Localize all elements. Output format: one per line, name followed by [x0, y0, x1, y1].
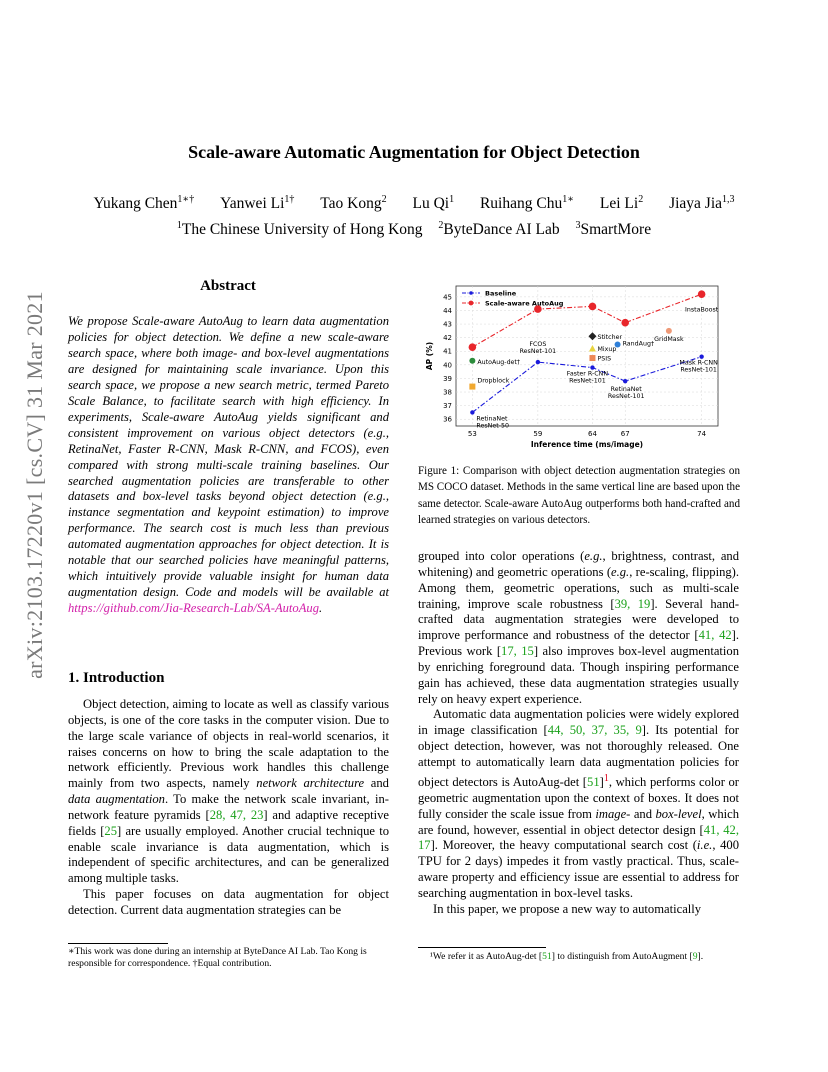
author: Jiaya Jia$^{1,3}$	[669, 194, 735, 213]
detector-label: Mask R-CNN	[679, 359, 718, 367]
legend-marker	[469, 301, 474, 306]
method-label: Stitcher	[597, 333, 623, 341]
method-marker	[615, 341, 621, 347]
citation[interactable]: 51	[542, 951, 552, 962]
method-marker	[666, 328, 672, 334]
citation[interactable]: 51	[587, 775, 600, 789]
legend-label: Baseline	[485, 289, 517, 298]
author: Lu Qi$^1$	[412, 194, 455, 213]
y-tick-label: 42	[443, 334, 452, 343]
y-tick-label: 43	[443, 320, 452, 329]
x-axis-label: Inference time (ms/image)	[530, 440, 644, 449]
detector-label: RetinaNet	[476, 415, 508, 423]
citation[interactable]: 9	[692, 951, 698, 962]
method-label: PSIS	[597, 355, 612, 363]
affiliation: $^2$ByteDance AI Lab	[438, 220, 560, 239]
scale-aware-autoaug-point	[469, 343, 477, 351]
footnote-marker[interactable]: 1	[603, 772, 609, 784]
figure-caption: Figure 1: Comparison with object detection augmentation strategies on MS COCO dataset. Methods in the same vertical line are based upon the same detector. Scale-aware AutoAug outperforms both hand-crafted and learned strategies on various detectors.	[418, 465, 740, 527]
abstract-text: We propose Scale-aware AutoAug to learn data augmentation policies for object detection. We define a new scale-aware search space, where both image- and box-level augmentations are designed for maintaining scale invariance. Upon this search space, we propose a new search metric, termed Pareto Scale Balance, to facilitate search with high efficiency. In experiments, Scale-aware AutoAug yields significant and consistent improvement on various object detectors (e.g., RetinaNet, Faster R-CNN, Mask R-CNN, and FCOS), even compared with strong multi-scale training baselines. Our searched augmentation policies are transferable to other datasets and box-level tasks beyond object detection (e.g., instance segmentation and keypoint estimation) to improve performance. The search cost is much less than previous automated augmentation approaches for object detection. It is notable that our searched policies have meaningful patterns, which intuitively provide valuable insight for human data augmentation design. Code and models will be available at https://github.com/Jia-Research-Lab/SA-AutoAug.	[68, 314, 389, 616]
method-marker	[469, 358, 475, 364]
paragraph: Object detection, aiming to locate as well as classify various objects, is one of the core tasks in the computer vision. Due to the large scale variance of objects in real-world scenarios, it raises concerns on how to bring the scale adaptation to the network efficiently. Previous work handles this challenge mainly from two aspects, namely network architecture and data augmentation. To make the network scale invariant, in-network feature pyramids [28, 47, 23] and adaptive receptive fields [25] are usually employed. Another crucial technique to enable scale invariance is data augmentation, which is independent of specific architectures, and can be generalized among multiple tasks.	[68, 697, 390, 886]
y-axis-label: AP (%)	[425, 341, 434, 371]
y-tick-label: 41	[443, 347, 452, 356]
author-list	[0, 194, 828, 213]
x-tick-label: 67	[620, 430, 630, 438]
paragraph: Automatic data augmentation policies were widely explored in image classification [44, 50, 37, 35, 9]. Its potential for object detection, however, was not thoroughly released. One attempt to automatically learn data augmentation policies for object detectors is AutoAug-det $[51]^1$, which performs color or geometric augmentation upon the context of boxes. It does not fully consider the scale issue from image- and box-level, which are found, however, essential in object detector design [41, 42, 17]. Moreover, the heavy computational search cost (i.e., 400 TPU for 2 days) impedes it from vastly practical. Thus, scale-aware property and efficiency issue are essential to address for searching augmentation in box-level tasks.	[418, 707, 740, 900]
method-marker	[589, 355, 595, 361]
baseline-point	[699, 354, 703, 358]
abstract-heading: Abstract	[200, 278, 256, 294]
baseline-point	[590, 365, 594, 369]
citation[interactable]: 39, 19	[614, 596, 651, 611]
author: Yanwei $Li^{1\dagger}$	[220, 194, 295, 213]
detector-label: ResNet-101	[519, 348, 557, 356]
intro-right-column	[418, 549, 739, 918]
y-tick-label: 44	[443, 306, 452, 315]
method-label: Dropblock	[477, 377, 510, 385]
footnote-left: ∗This work was done during an internship at ByteDance AI Lab. Tao Kong is responsible for correspondence. †Equal contribution.	[68, 946, 367, 969]
baseline-point	[623, 379, 627, 383]
footnote-rule	[68, 943, 168, 944]
detector-label: ResNet-50	[476, 422, 509, 430]
legend-label: Scale-aware AutoAug	[485, 299, 564, 308]
footnote-rule	[418, 947, 546, 948]
detector-label: ResNet-101	[680, 366, 717, 374]
intro-left-column	[68, 697, 389, 919]
y-tick-label: 37	[443, 402, 452, 411]
section-heading-introduction: 1. Introduction	[68, 670, 165, 686]
code-link[interactable]: https://github.com/Jia-Research-Lab/SA-AutoAug	[68, 601, 320, 616]
x-tick-label: 74	[697, 430, 707, 438]
paragraph: In this paper, we propose a new way to automatically	[433, 901, 702, 916]
author: Lei Li$^2$	[599, 194, 644, 213]
footnote-right: ¹We refer it as AutoAug-det [51] to distinguish from AutoAugment [9].	[430, 951, 704, 962]
citation[interactable]: 44, 50, 37, 35, 9	[547, 723, 642, 738]
method-label: AutoAug-det†	[477, 358, 521, 366]
scale-aware-autoaug-point	[621, 319, 629, 327]
legend-marker	[469, 291, 473, 295]
method-marker	[469, 384, 475, 390]
x-tick-label: 53	[467, 430, 477, 438]
figure-1-chart	[418, 278, 740, 458]
paragraph: This paper focuses on data augmentation for object detection. Current data augmentation strategies can be	[68, 887, 389, 917]
detector-label: InstaBoost	[685, 306, 719, 314]
author: Yukang Chen$^{1∗\dagger}$	[93, 194, 195, 213]
y-tick-label: 45	[443, 293, 452, 302]
detector-label: ResNet-101	[569, 377, 606, 385]
affiliation-list	[0, 220, 828, 239]
author: Tao Kong$^2$	[320, 194, 387, 213]
detector-label: Faster R-CNN	[566, 370, 609, 378]
arxiv-stamp	[20, 285, 50, 685]
x-tick-label: 59	[533, 430, 543, 438]
detector-label: RetinaNet	[610, 386, 642, 394]
baseline-point	[536, 360, 540, 364]
x-tick-label: 64	[587, 430, 597, 438]
paragraph: grouped into color operations (e.g., brightness, contrast, and whitening) and geometric operations (e.g., re-scaling, flipping). Among them, geometric operations, such as multi-scale training, improve scale robustness [39, 19]. Several hand-crafted data augmentation strategies were developed to improve performance and robustness of the detector [41, 42]. Previous work [17, 15] also improves box-level augmentation by enriching foreground data. Though inspiring performance gain has achieved, these data augmentation strategies usually rely on heavy expert experience.	[418, 549, 740, 706]
method-label: GridMask	[654, 335, 684, 343]
y-tick-label: 36	[443, 415, 452, 424]
affiliation: $^1$The Chinese University of Hong Kong	[176, 220, 423, 239]
citation[interactable]: 17, 15	[501, 644, 534, 659]
paper-title: Scale-aware Automatic Augmentation for Object Detection	[188, 142, 640, 162]
citation[interactable]: 25	[104, 823, 118, 838]
arxiv-stamp-text: arXiv:2103.17220v1 [cs.CV] 31 Mar 2021	[22, 291, 47, 679]
scale-aware-autoaug-point	[698, 290, 706, 298]
affiliation: $^3$SmartMore	[575, 220, 652, 239]
method-label: RandAug†	[622, 340, 655, 348]
citation[interactable]: 41, 42	[698, 628, 732, 643]
baseline-point	[470, 410, 474, 414]
detector-label: ResNet-101	[607, 393, 645, 401]
citation[interactable]: 41, 42, 17	[418, 822, 740, 853]
y-tick-label: 40	[443, 361, 452, 370]
author: Ruihang Chu$^{1∗}$	[479, 194, 575, 213]
y-tick-label: 39	[443, 374, 452, 383]
y-tick-label: 38	[443, 388, 452, 397]
scale-aware-autoaug-point	[589, 303, 597, 311]
method-label: Mixup	[597, 346, 617, 354]
detector-label: FCOS	[529, 341, 547, 349]
citation[interactable]: 28, 47, 23	[209, 807, 264, 822]
